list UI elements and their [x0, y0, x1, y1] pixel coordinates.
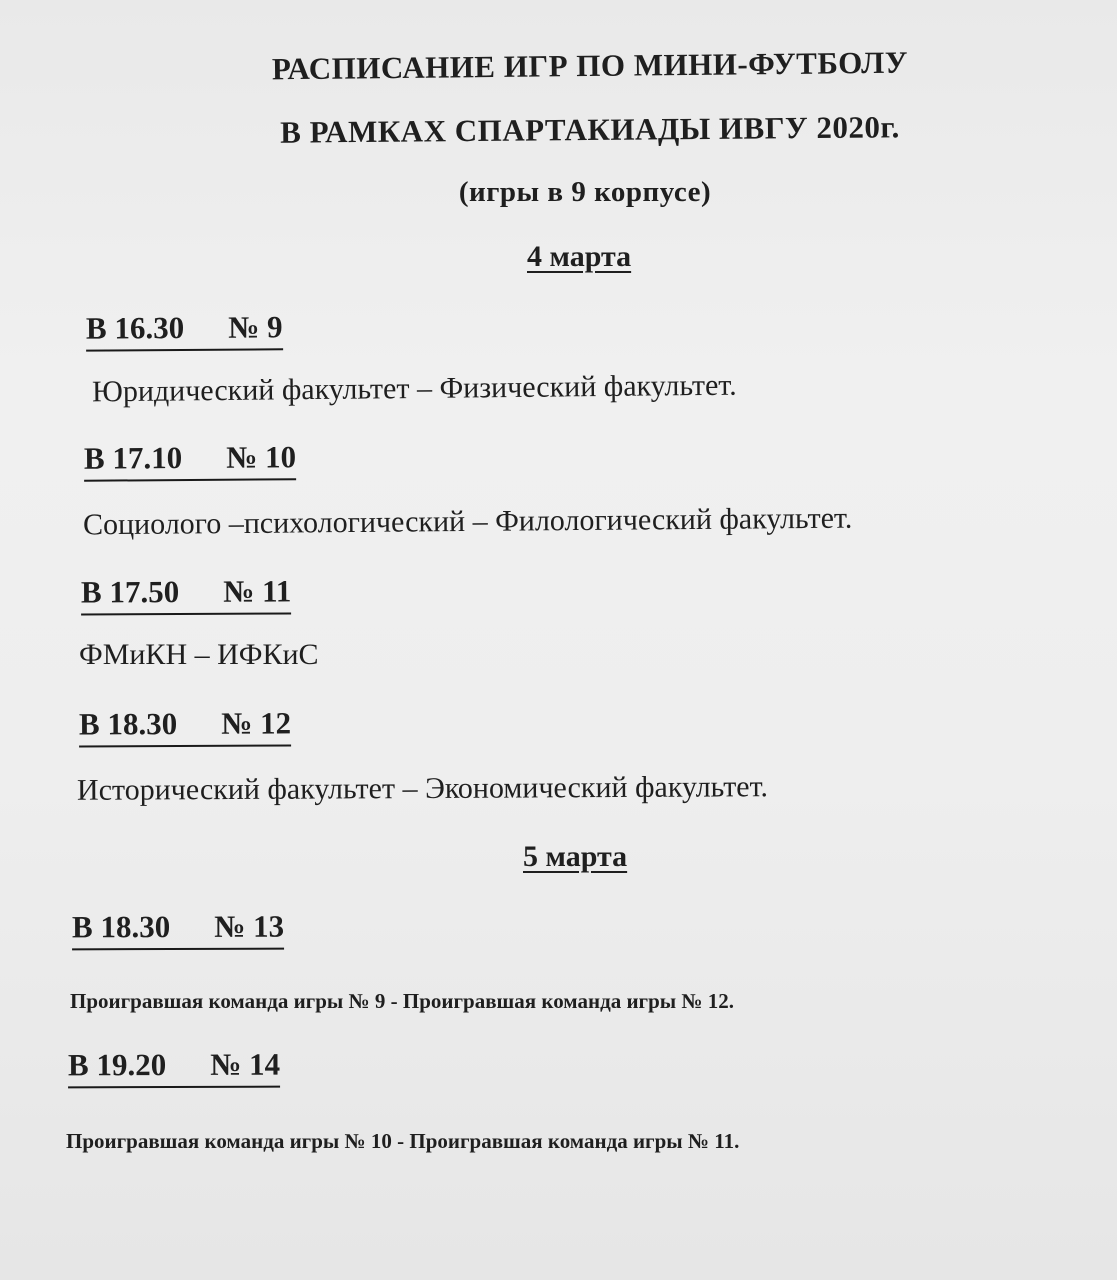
- game-number: № 13: [214, 908, 285, 944]
- game-slot: [84, 439, 296, 481]
- day-date: 5 марта: [523, 840, 628, 873]
- game-match: Исторический факультет – Экономический факультет.: [76, 770, 769, 807]
- game-number: № 10: [226, 439, 297, 475]
- game-time: В 16.30: [85, 310, 185, 346]
- game-slot: [81, 573, 292, 615]
- game-match: Юридический факультет – Физический факультет.: [91, 368, 737, 409]
- game-match: Проигравшая команда игры № 10 - Проигравшая команда игры № 11.: [66, 1129, 740, 1153]
- page-title: РАСПИСАНИЕ ИГР ПО МИНИ-ФУТБОЛУ: [271, 44, 909, 87]
- venue-note: (игры в 9 корпусе): [458, 176, 712, 208]
- game-time: В 17.50: [80, 574, 180, 610]
- game-slot: [86, 309, 283, 351]
- game-number: № 12: [221, 705, 292, 741]
- game-slot: [79, 705, 291, 747]
- day-date: 4 марта: [527, 240, 632, 273]
- game-number: № 9: [228, 309, 283, 345]
- game-number: № 14: [210, 1046, 281, 1082]
- game-slot: [72, 909, 284, 951]
- game-slot: [68, 1047, 280, 1089]
- game-time: В 17.10: [83, 440, 183, 476]
- game-match: Проигравшая команда игры № 9 - Проигравшая команда игры № 12.: [70, 989, 735, 1013]
- game-match: ФМиКН – ИФКиС: [79, 638, 319, 671]
- game-number: № 11: [223, 573, 292, 609]
- page-subtitle: В РАМКАХ СПАРТАКИАДЫ ИВГУ 2020г.: [280, 109, 900, 150]
- game-time: В 18.30: [71, 909, 171, 945]
- game-match: Социолого –психологический – Филологический факультет.: [82, 501, 853, 542]
- game-time: В 19.20: [67, 1047, 167, 1083]
- game-time: В 18.30: [78, 706, 178, 742]
